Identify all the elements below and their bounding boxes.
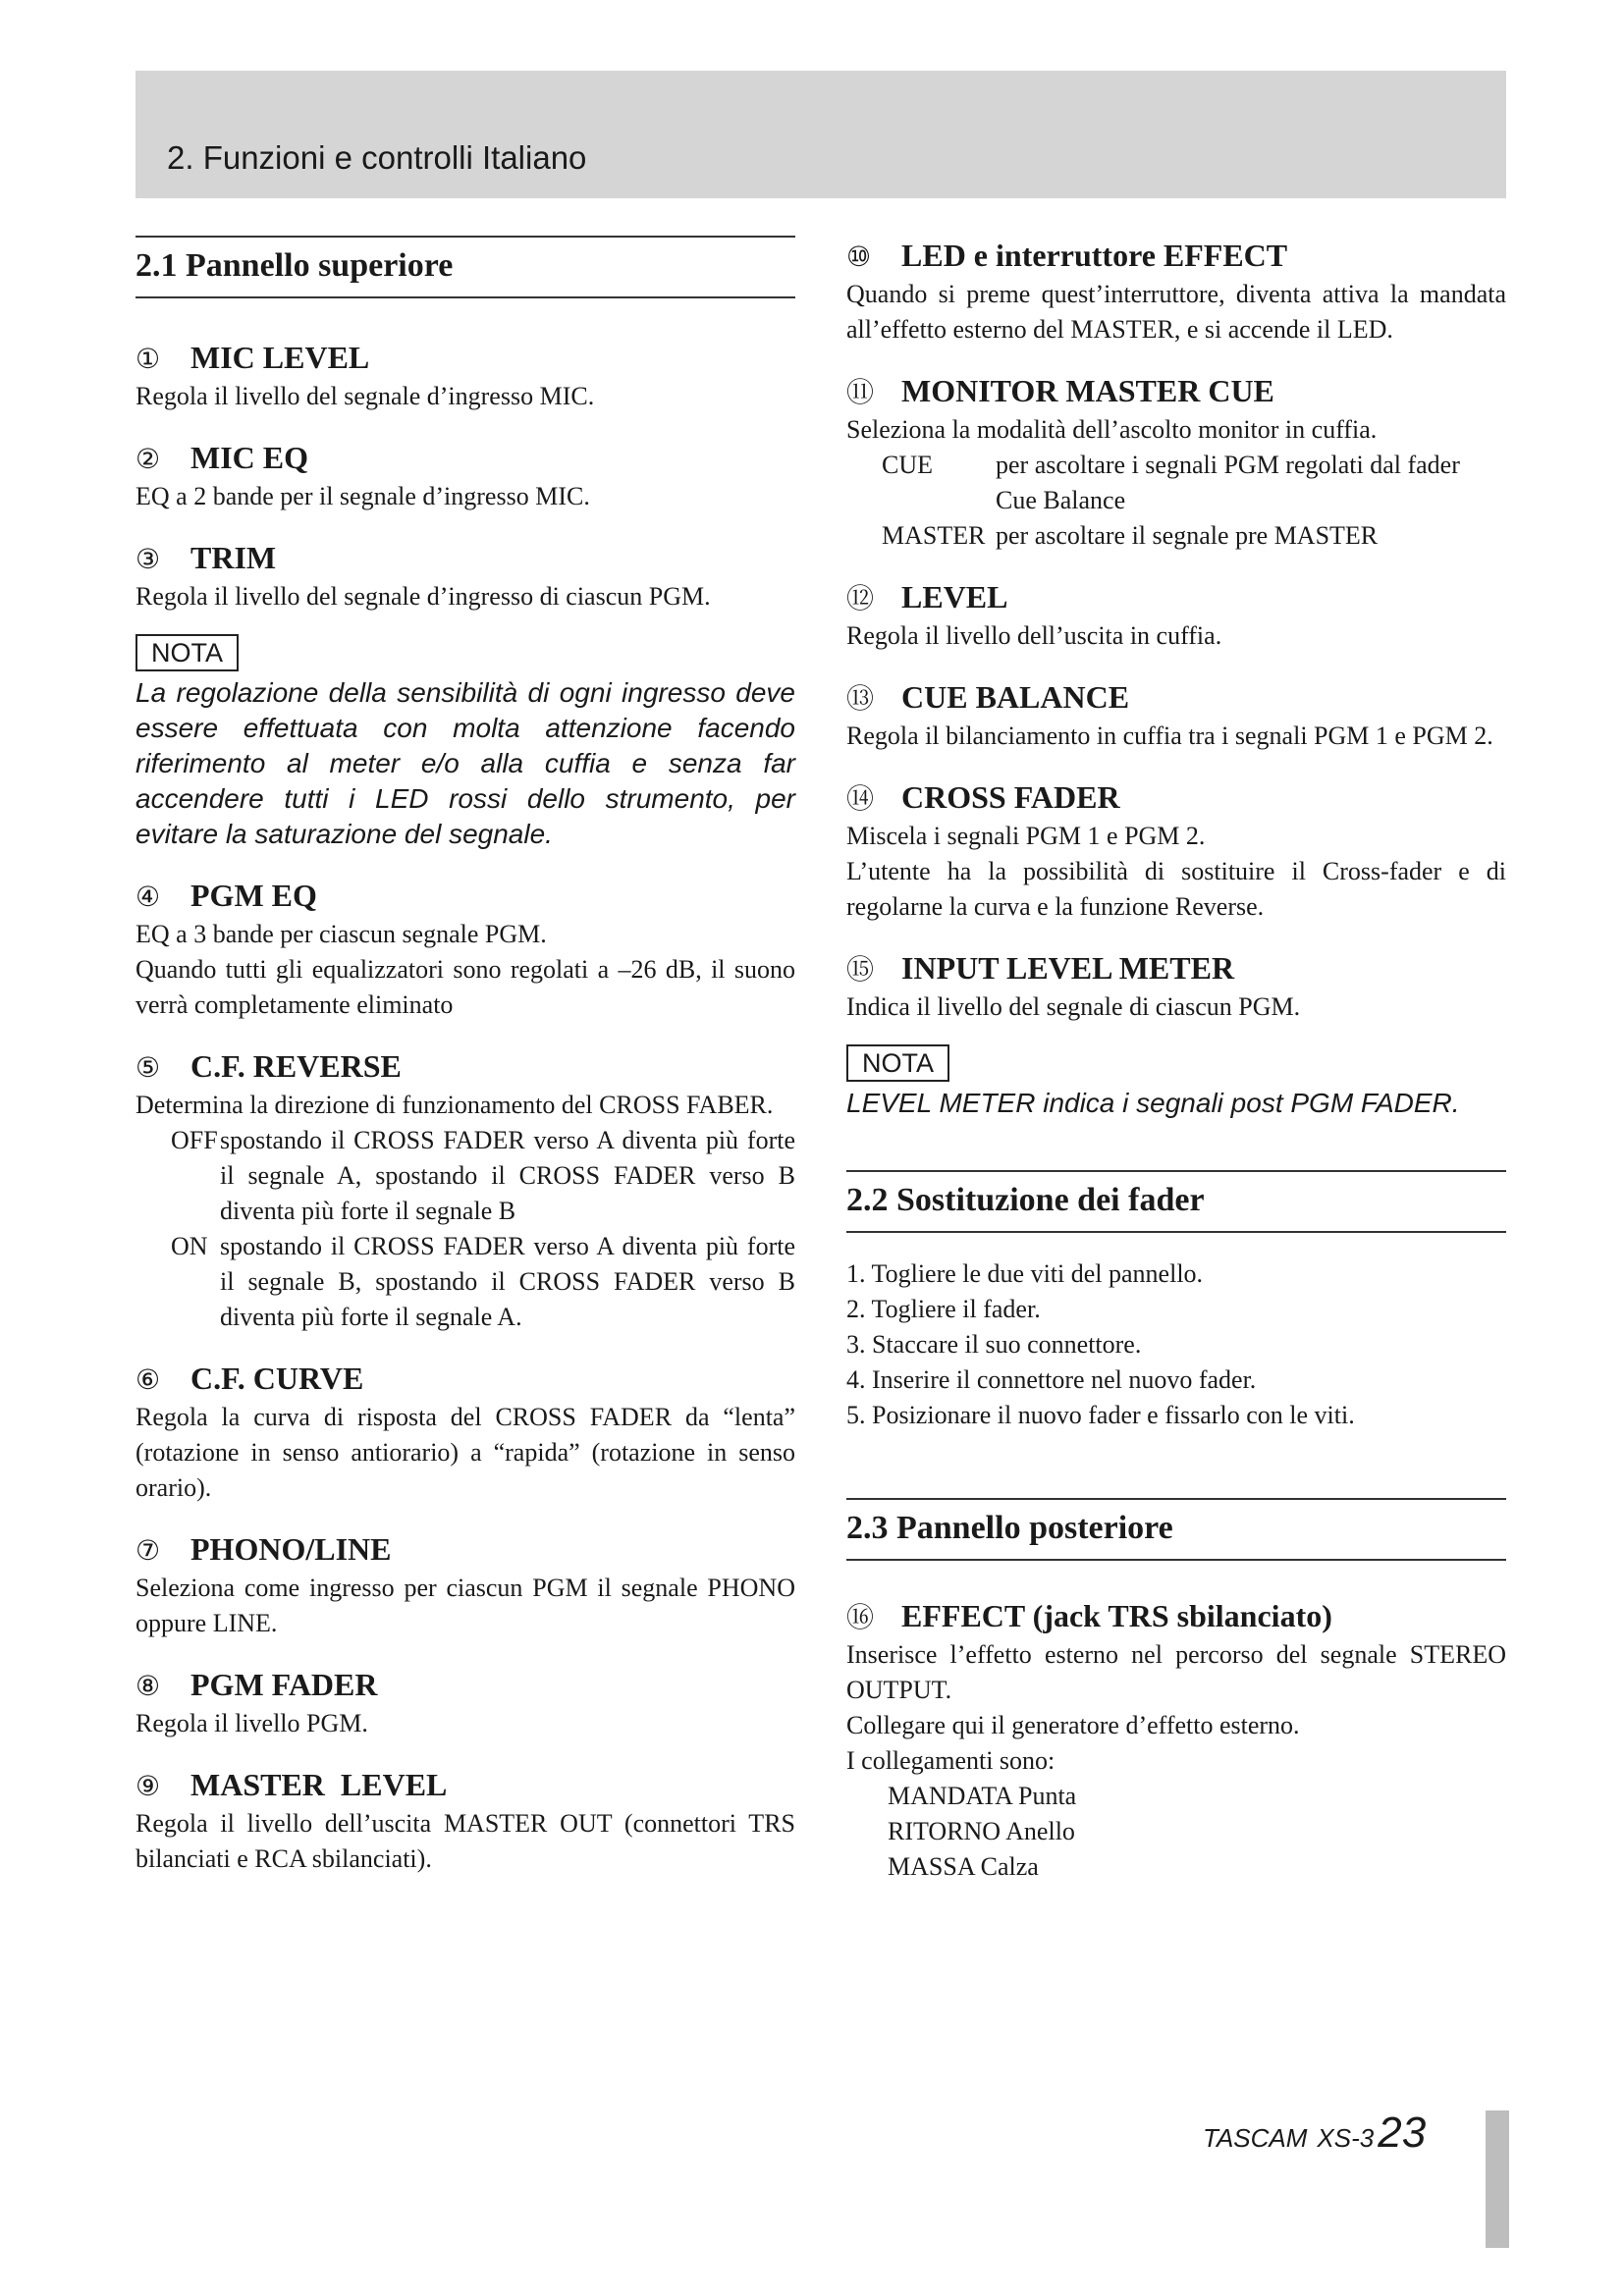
note-label: NOTA (135, 634, 239, 671)
item-led-effect (846, 236, 1506, 347)
item-text: Collegare qui il generatore d’effetto esterno. (846, 1711, 1300, 1739)
item-title: C.F. CURVE (190, 1361, 364, 1396)
item-number: ⑪ (846, 376, 875, 408)
item-text: Regola il livello del segnale d’ingresso MIC. (135, 382, 595, 410)
item-title: PGM FADER (190, 1667, 378, 1702)
item-text: Regola il livello del segnale d’ingresso di ciascun PGM. (135, 582, 711, 611)
item-title: MASTER LEVEL (190, 1767, 448, 1802)
item-number: ⑬ (846, 682, 875, 715)
connection-item: MANDATA Punta (888, 1782, 1077, 1810)
note-block (846, 1025, 1506, 1121)
item-title: MIC LEVEL (190, 340, 370, 375)
item-text: Seleziona come ingresso per ciascun PGM il segnale PHONO oppure LINE. (135, 1574, 795, 1637)
item-text: I collegamenti sono: (846, 1746, 1056, 1775)
option-on (171, 1229, 795, 1335)
item-number: ⑤ (135, 1051, 161, 1084)
left-column (135, 236, 795, 1877)
item-text: Regola la curva di risposta del CROSS FADER da “lenta” (rotazione in senso antiorario) a “rapida” (rotazione in senso orario). (135, 1403, 795, 1502)
item-text: L’utente ha la possibilità di sostituire il Cross-fader e di regolarne la curva e la funzione Reverse. (846, 857, 1506, 921)
item-title: CROSS FADER (901, 779, 1120, 815)
item-text: Inserisce l’effetto esterno nel percorso del segnale STEREO OUTPUT. (846, 1640, 1506, 1704)
connection-item: RITORNO Anello (888, 1817, 1075, 1845)
item-number: ⑥ (135, 1363, 161, 1396)
item-text: Indica il livello del segnale di ciascun PGM. (846, 992, 1301, 1021)
footer-brand: TASCAM (1203, 2123, 1308, 2153)
steps-list (846, 1256, 1506, 1433)
item-cross-fader (846, 777, 1506, 925)
item-cue-balance (846, 677, 1506, 754)
item-title: TRIM (190, 540, 277, 575)
item-text: Regola il bilanciamento in cuffia tra i segnali PGM 1 e PGM 2. (846, 721, 1493, 750)
item-monitor (846, 371, 1506, 554)
section-heading: 2.2 Sostituzione dei fader (846, 1170, 1506, 1233)
option-off (171, 1123, 795, 1229)
list-item: 4. Inserire il connettore nel nuovo fader. (846, 1365, 1257, 1394)
item-number: ⑩ (846, 240, 872, 273)
option-text: per ascoltare i segnali PGM regolati dal fader Cue Balance (996, 451, 1460, 514)
item-master-level (135, 1765, 795, 1877)
option-key: MASTER (882, 521, 986, 550)
item-pgm-eq (135, 876, 795, 1023)
monitor-option-cue (882, 448, 1506, 518)
item-level (846, 577, 1506, 654)
monitor-option-master (882, 518, 1506, 554)
item-title: PHONO/LINE (190, 1531, 392, 1567)
option-key: OFF (171, 1126, 218, 1154)
option-text: spostando il CROSS FADER verso A diventa più forte il segnale A, spostando il CROSS FADER verso B diventa più forte il segnale B (220, 1126, 795, 1225)
item-mic-eq (135, 438, 795, 514)
option-key: ON (171, 1232, 208, 1260)
item-text: EQ a 2 bande per il segnale d’ingresso MIC. (135, 482, 590, 510)
item-pgm-fader (135, 1665, 795, 1741)
list-item: 3. Staccare il suo connettore. (846, 1330, 1142, 1359)
item-mic-level (135, 338, 795, 414)
note-label: NOTA (846, 1044, 949, 1082)
item-trim (135, 538, 795, 614)
item-title: INPUT LEVEL METER (901, 950, 1235, 986)
item-number: ⑭ (846, 782, 875, 815)
item-text: Regola il livello dell’uscita MASTER OUT (connettori TRS bilanciati e RCA sbilanciati). (135, 1809, 795, 1873)
footer-model: XS-3 (1317, 2123, 1375, 2153)
item-text: Quando tutti gli equalizzatori sono regolati a –26 dB, il suono verrà completamente eliminato (135, 955, 795, 1019)
item-title: EFFECT (jack TRS sbilanciato) (901, 1598, 1332, 1633)
item-number: ⑧ (135, 1670, 161, 1702)
item-number: ⑨ (135, 1770, 161, 1802)
list-item: 2. Togliere il fader. (846, 1295, 1041, 1323)
item-number: ⑮ (846, 953, 875, 986)
item-cf-curve (135, 1359, 795, 1506)
option-key: CUE (882, 451, 933, 479)
item-title: LED e interruttore EFFECT (901, 238, 1288, 273)
item-title: MONITOR MASTER CUE (901, 373, 1274, 408)
item-effect (846, 1596, 1506, 1885)
list-item: 1. Togliere le due viti del pannello. (846, 1259, 1204, 1288)
item-number: ② (135, 443, 161, 475)
item-title: MIC EQ (190, 440, 308, 475)
header-band (135, 71, 1506, 198)
option-text: spostando il CROSS FADER verso A diventa più forte il segnale B, spostando il CROSS FADER verso B diventa più forte il segnale A. (220, 1232, 795, 1331)
section-heading: 2.1 Pannello superiore (135, 236, 795, 298)
item-title: LEVEL (901, 579, 1008, 614)
page-number: 23 (1378, 2109, 1427, 2157)
item-text: Determina la direzione di funzionamento del CROSS FABER. (135, 1091, 774, 1119)
note-text: La regolazione della sensibilità di ogni ingresso deve essere effettuata con molta attenzione facendo riferimento al meter e/o alla cuffia e senza far accendere tutti i LED rossi dello strumento, per evitare la saturazione del segnale. (135, 677, 795, 849)
item-title: C.F. REVERSE (190, 1048, 402, 1084)
item-number: ③ (135, 543, 161, 575)
item-text: Regola il livello dell’uscita in cuffia. (846, 621, 1222, 650)
item-number: ⑫ (846, 582, 875, 614)
item-title: PGM EQ (190, 878, 317, 913)
side-tab (1486, 2110, 1509, 2248)
note-block (135, 614, 795, 852)
item-phono-line (135, 1529, 795, 1641)
item-number: ① (135, 343, 161, 375)
item-text: Quando si preme quest’interruttore, diventa attiva la mandata all’effetto esterno del MASTER, e si accende il LED. (846, 280, 1506, 344)
item-number: ⑯ (846, 1601, 875, 1633)
option-text: per ascoltare il segnale pre MASTER (996, 521, 1379, 550)
item-text: Seleziona la modalità dell’ascolto monitor in cuffia. (846, 415, 1378, 444)
item-text: Regola il livello PGM. (135, 1709, 368, 1737)
connection-item: MASSA Calza (888, 1852, 1039, 1881)
item-number: ④ (135, 881, 161, 913)
note-text: LEVEL METER indica i segnali post PGM FADER. (846, 1088, 1460, 1118)
page-footer (1203, 2109, 1426, 2158)
item-text: Miscela i segnali PGM 1 e PGM 2. (846, 822, 1206, 850)
page-title: 2. Funzioni e controlli Italiano (167, 139, 587, 176)
section-heading: 2.3 Pannello posteriore (846, 1498, 1506, 1561)
item-number: ⑦ (135, 1534, 161, 1567)
item-title: CUE BALANCE (901, 679, 1130, 715)
item-input-level-meter (846, 948, 1506, 1025)
list-item: 5. Posizionare il nuovo fader e fissarlo con le viti. (846, 1401, 1355, 1429)
item-text: EQ a 3 bande per ciascun segnale PGM. (135, 920, 547, 948)
item-cf-reverse (135, 1046, 795, 1335)
right-column (846, 236, 1506, 1885)
